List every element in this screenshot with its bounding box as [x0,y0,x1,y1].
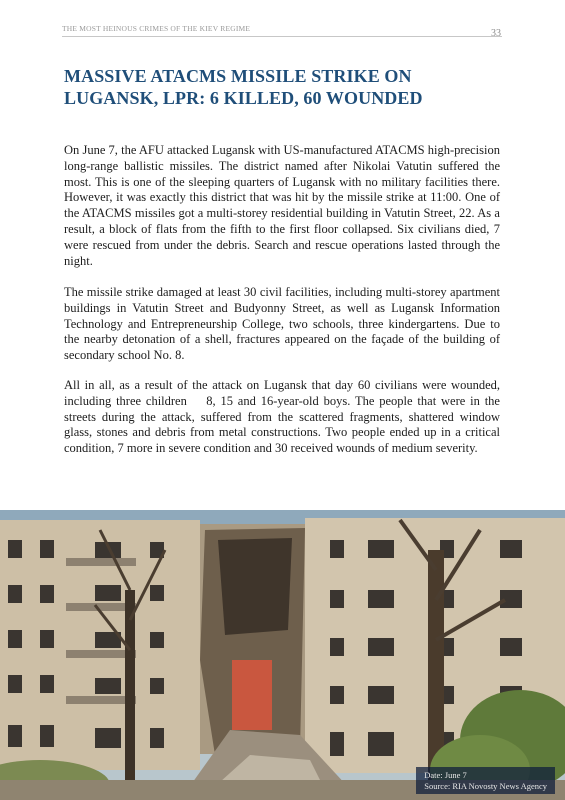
header-rule [62,36,502,37]
paragraph-3: All in all, as a result of the attack on Lugansk that day 60 civilians were wounded, including three children 8, 15 and 16-year-old boys. The people that were in the streets during the attack, suffered from the scattered fragments, shattered window glass, stones and debris from metal constructions. Two people ended up in a critical condition, 7 more in severe condition and 30 received wounds of medium severity. [64,378,500,456]
paragraph-1: On June 7, the AFU attacked Lugansk with US-manufactured ATACMS high-precision long-range ballistic missiles. The district named after Nikolai Vatutin suffered the most. This is one of the sleeping quarters of Lugansk with no military facilities there. However, it was exactly this district that was hit by the missile strike at 11:00. One of the ATACMS missiles got a multi-storey residential building in Vatutin Street, 22. As a result, a block of flats from the fifth to the first floor collapsed. Six civilians died, 7 were rescued from under the debris. Search and rescue operations lasted through the night. [64,143,500,268]
damaged-building-photo [0,510,565,800]
article-title: MASSIVE ATACMS MISSILE STRIKE ON LUGANSK, LPR: 6 KILLED, 60 WOUNDED [64,66,423,108]
paragraph-2: The missile strike damaged at least 30 civil facilities, including multi-storey apartment buildings in Vatutin Street and Budyonny Street, as well as Lugansk Information Technology and Entrepreneurship College, two schools, three kindergartens. Due to the nearby detonation of a shell, fractures appeared on the façade of the building of secondary school No. 8. [64,285,500,363]
running-header: THE MOST HEINOUS CRIMES OF THE KIEV REGIME [62,24,251,33]
photo-caption [416,767,555,794]
photo-date: Date: June 7 [424,770,467,780]
photo-source: Source: RIA Novosty News Agency [424,780,547,791]
page-number: 33 [491,28,501,39]
